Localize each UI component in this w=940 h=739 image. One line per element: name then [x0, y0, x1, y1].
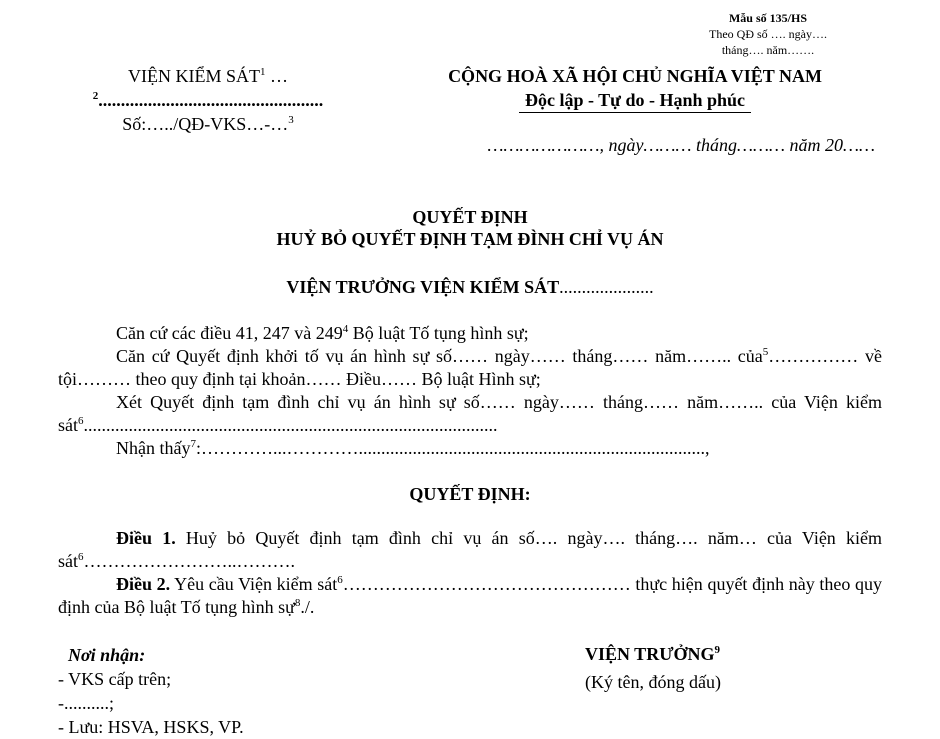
article-1	[58, 527, 882, 573]
recipients-title: Nơi nhận:	[68, 645, 146, 665]
signer-title	[585, 640, 721, 668]
p2-text-tail: …………… về tội……… theo quy định tại khoản…… Điều…… Bộ luật Hình sự;	[58, 346, 882, 389]
p4-text-tail: :…………...………….............................................................................,	[195, 438, 710, 458]
signer-title-text: VIỆN TRƯỞNG	[585, 644, 715, 664]
authority-dots: .....................	[559, 277, 654, 297]
article-1-tail: ……………………..……….	[83, 551, 295, 571]
footnote-ref: 7	[190, 438, 196, 450]
issuing-authority	[58, 64, 358, 88]
basis-paragraph-2	[58, 345, 882, 391]
finding-paragraph	[58, 437, 882, 460]
sub-unit-dots: ..................................................	[98, 90, 324, 110]
title-line1: QUYẾT ĐỊNH	[412, 207, 528, 227]
issuing-authority-block	[58, 64, 358, 136]
article-2-label: Điều 2.	[116, 574, 171, 594]
signature-block	[585, 640, 721, 696]
p3-text: Xét Quyết định tạm đình chỉ vụ án hình sự số…… ngày…… tháng…… năm…….. của Viện kiểm sát	[58, 392, 882, 435]
form-ref-line2: tháng…. năm…….	[721, 43, 815, 57]
recipient-item: -..........;	[58, 693, 114, 713]
footnote-ref: 6	[78, 415, 84, 427]
footnote-ref: 9	[714, 644, 721, 656]
nation-name: CỘNG HOÀ XÃ HỘI CHỦ NGHĨA VIỆT NAM	[448, 66, 822, 86]
footnote-ref: 2	[92, 90, 99, 102]
motto: Độc lập - Tự do - Hạnh phúc	[519, 88, 751, 113]
decision-heading: QUYẾT ĐỊNH:	[409, 484, 531, 504]
document-number-text: Số:…../QĐ-VKS…-…	[122, 114, 289, 134]
document-number	[58, 112, 358, 136]
footnote-ref: 8	[294, 597, 301, 609]
authority-text: VIỆN TRƯỞNG VIỆN KIỂM SÁT	[286, 277, 560, 297]
consideration-paragraph	[58, 391, 882, 437]
form-code	[698, 10, 838, 58]
sub-unit-line	[58, 88, 358, 112]
form-ref-line1: Theo QĐ số …. ngày….	[709, 27, 827, 41]
footnote-ref: 1	[260, 66, 266, 78]
recipients-block	[58, 643, 244, 739]
article-2-end: ./.	[300, 597, 315, 617]
article-1-label: Điều 1.	[116, 528, 176, 548]
article-2-body: ………………………………………… thực hiện quyết định này theo quy định của Bộ luật Tố tụng hình sự	[58, 574, 882, 617]
article-2-text: Yêu cầu Viện kiểm sát	[170, 574, 338, 594]
p3-text-tail: ............................................................................................	[83, 415, 498, 435]
preamble	[58, 322, 882, 460]
place-date-line: …………………, ngày……… tháng……… năm 20……	[487, 135, 875, 155]
basis-paragraph-1	[58, 322, 882, 345]
footnote-ref: 6	[337, 574, 343, 586]
recipient-item: - Lưu: HSVA, HSKS, VP.	[58, 717, 244, 737]
footnote-ref: 3	[288, 114, 294, 126]
signature-note: (Ký tên, đóng dấu)	[585, 672, 721, 692]
p2-text: Căn cứ Quyết định khởi tố vụ án hình sự số…… ngày…… tháng…… năm…….. của	[116, 346, 763, 366]
articles	[58, 527, 882, 619]
article-2	[58, 573, 882, 619]
form-number: Mẫu số 135/HS	[728, 11, 807, 25]
article-1-text: Huỷ bỏ Quyết định tạm đình chỉ vụ án số…. ngày…. tháng…. năm… của Viện kiểm sát	[58, 528, 883, 571]
authority-heading	[0, 276, 940, 298]
p1-text: Căn cứ các điều 41, 247 và 249	[116, 323, 343, 343]
p4-text: Nhận thấy	[116, 438, 191, 458]
title-line2: HUỶ BỎ QUYẾT ĐỊNH TẠM ĐÌNH CHỈ VỤ ÁN	[276, 229, 664, 249]
footnote-ref: 5	[762, 346, 769, 358]
p1-text-tail: Bộ luật Tố tụng hình sự;	[348, 323, 529, 343]
footnote-ref: 6	[78, 551, 84, 563]
recipient-item: - VKS cấp trên;	[58, 669, 172, 689]
org-name-tail: …	[265, 66, 288, 86]
org-name: VIỆN KIỂM SÁT	[128, 66, 260, 86]
footnote-ref: 4	[342, 323, 349, 335]
document-title	[0, 206, 940, 250]
national-header	[400, 64, 870, 113]
